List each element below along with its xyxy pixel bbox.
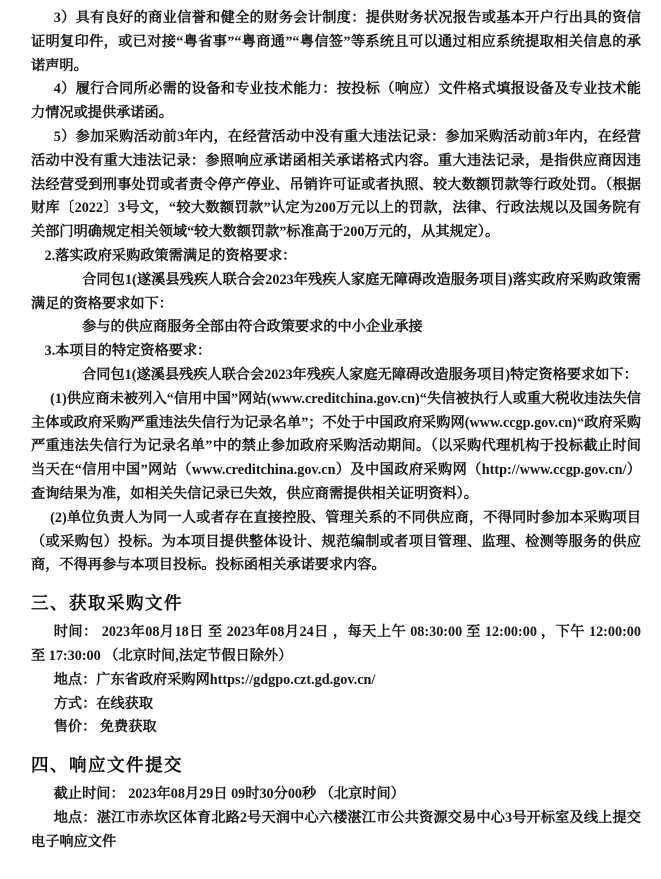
paragraph-same-person-restriction: (2)单位负责人为同一人或者存在直接控股、管理关系的不同供应商，不得同时参加本采购项目（或采购包）投标。为本项目提供整体设计、规范编制或者项目管理、监理、检测等服务的供应商，不得再参与本项目投标。投标函相关承诺要求内容。 [31, 509, 641, 574]
line-submission-deadline: 截止时间： 2023年08月29日 09时30分00秒 （北京时间） [53, 786, 405, 803]
paragraph-contract-package-specific: 合同包1(遂溪县残疾人联合会2023年残疾人家庭无障碍改造服务项目)特定资格要求如下： [82, 366, 638, 383]
paragraph-qualification-4: 4）履行合同所必需的设备和专业技术能力：按投标（响应）文件格式填报设备及专业技术能力情况或提供承诺函。 [31, 81, 641, 122]
line-submission-location: 地点：湛江市赤坎区体育北路2号天润中心六楼湛江市公共资源交易中心3号开标室及线上提交电子响应文件 [31, 809, 641, 850]
section-heading-obtain-procurement-documents: 三、获取采购文件 [31, 593, 183, 614]
paragraph-specific-requirements-title: 3.本项目的特定资格要求： [44, 343, 212, 360]
line-obtain-price: 售价： 免费获取 [53, 719, 157, 736]
paragraph-credit-china-requirement: (1)供应商未被列入“信用中国”网站(www.creditchina.gov.cn)“失信被执行人或重大税收违法失信主体或政府采购严重违法失信行为记录名单”；不处于中国政府采购网(www.ccgp.gov.cn)“政府采购严重违法失信行为记录名单”中的禁止参加政府采购活动期间。（以采购代理机构于投标截止时间当天在“信用中国”网站（www.creditchina.gov.cn）及中国政府采购网（http://www.ccgp.gov.cn/）查询结果为准，如相关失信记录已失效，供应商需提供相关证明资料）。 [31, 390, 641, 502]
paragraph-qualification-5: 5）参加采购活动前3年内，在经营活动中没有重大违法记录：参加采购活动前3年内，在经营活动中没有重大违法记录：参照响应承诺函相关承诺格式内容。重大违法记录，是指供应商因违法经营受到刑事处罚或者责令停产停业、吊销许可证或者执照、较大数额罚款等行政处罚。（根据财库〔2022〕3号文，“较大数额罚款”认定为200万元以上的罚款，法律、行政法规以及国务院有关部门明确规定相关领域“较大数额罚款”标准高于200万元的，从其规定）。 [31, 128, 641, 241]
paragraph-contract-package-policy: 合同包1(遂溪县残疾人联合会2023年残疾人家庭无障碍改造服务项目)落实政府采购政策需满足的资格要求如下： [31, 271, 641, 312]
line-obtain-method: 方式：在线获取 [53, 695, 154, 712]
line-obtain-location: 地点：广东省政府采购网https://gdgpo.czt.gd.gov.cn/ [53, 671, 376, 688]
paragraph-sme-undertaking: 参与的供应商服务全部由符合政策要求的中小企业承接 [82, 319, 423, 336]
paragraph-qualification-3: 3）具有良好的商业信誉和健全的财务会计制度：提供财务状况报告或基本开户行出具的资信证明复印件，或已对接“粤省事”“粤商通”“粤信签”等系统且可以通过相应系统提取相关信息的承诺声明。 [31, 10, 641, 74]
paragraph-policy-requirements-title: 2.落实政府采购政策需满足的资格要求： [44, 247, 297, 264]
line-obtain-time: 时间： 2023年08月18日 至 2023年08月24日 ，每天上午 08:30:00 至 12:00:00 ，下午 12:00:00 至 17:30:00 （北京时间,法定节假日除外） [31, 624, 641, 664]
section-heading-response-document-submission: 四、响应文件提交 [31, 755, 183, 776]
